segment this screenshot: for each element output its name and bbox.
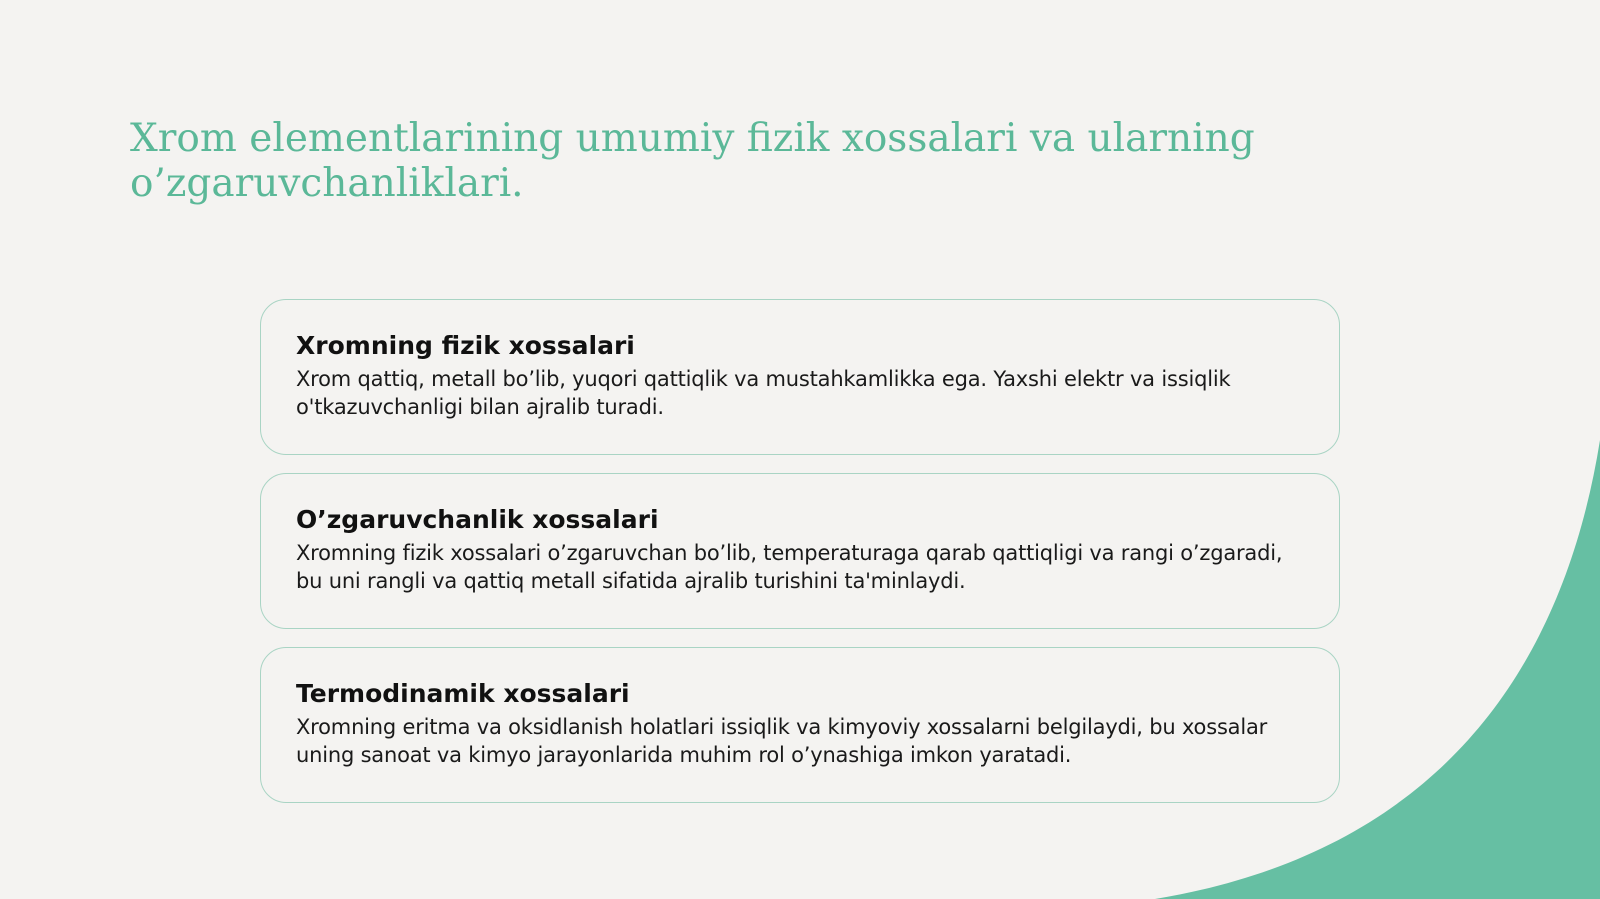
card-thermodynamic-properties bbox=[260, 647, 1340, 803]
card-variability-properties bbox=[260, 473, 1340, 629]
card-heading: O’zgaruvchanlik xossalari bbox=[296, 505, 659, 534]
slide-title: Xrom elementlarining umumiy fizik xossalari va ularning o’zgaruvchanliklari. bbox=[130, 116, 1255, 206]
card-heading: Termodinamik xossalari bbox=[296, 679, 630, 708]
card-heading: Xromning fizik xossalari bbox=[296, 331, 635, 360]
card-physical-properties bbox=[260, 299, 1340, 455]
card-text: Xrom qattiq, metall bo’lib, yuqori qattiqlik va mustahkamlikka ega. Yaxshi elektr va issiqlik o'tkazuvchanligi bilan ajralib turadi. bbox=[296, 367, 1231, 419]
card-text: Xromning fizik xossalari o’zgaruvchan bo’lib, temperaturaga qarab qattiqligi va rangi o’zgaradi, bu uni rangli va qattiq metall sifatida ajralib turishini ta'minlaydi. bbox=[296, 541, 1283, 593]
card-text: Xromning eritma va oksidlanish holatlari issiqlik va kimyoviy xossalarni belgilaydi, bu xossalar uning sanoat va kimyo jarayonlarida muhim rol o’ynashiga imkon yaratadi. bbox=[296, 715, 1268, 767]
card-list bbox=[260, 299, 1340, 821]
